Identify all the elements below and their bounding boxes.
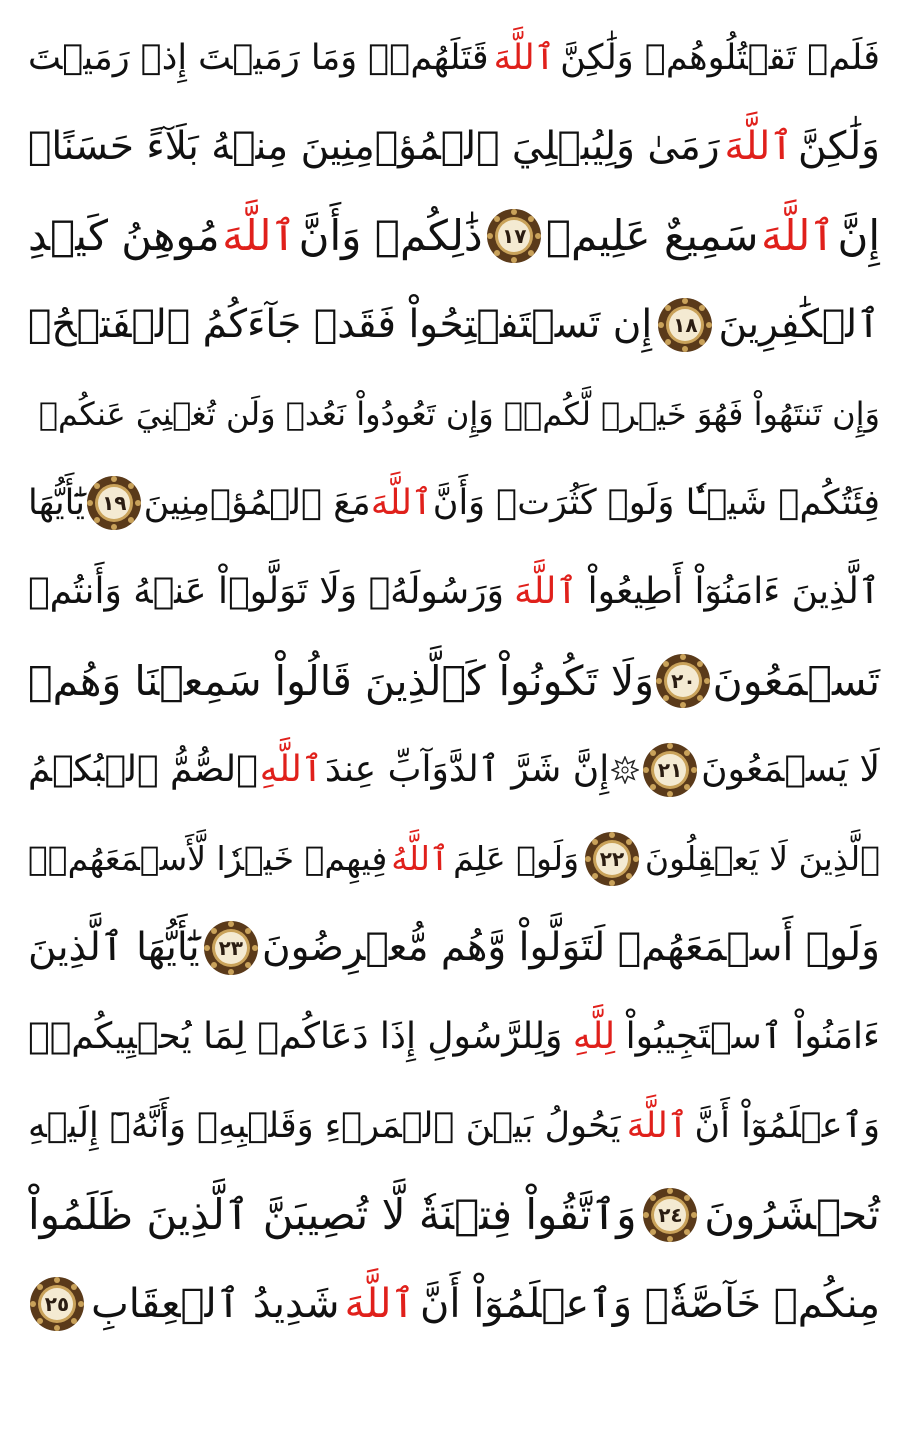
- verse-text: يَحُولُ بَيۡنَ ٱلۡمَرۡءِ وَقَلۡبِهِۦ وَأَنَّهُۥٓ إِلَيۡهِ: [28, 1106, 621, 1146]
- ayah-number-marker: [656, 296, 714, 354]
- sajdah-marker: [611, 756, 639, 784]
- verse-text: وَٱعۡلَمُوٓاْ أَنَّ: [694, 1106, 880, 1146]
- verse-text: فِيهِمۡ خَيۡرٗا لَّأَسۡمَعَهُمۡۖ: [28, 839, 388, 878]
- verse-line: [28, 107, 880, 187]
- divine-name: ٱللَّهَ: [514, 571, 578, 612]
- verse-text: وَلَوۡ عَلِمَ: [453, 839, 580, 878]
- verse-text: وَإِن تَنتَهُواْ فَهُوَ خَيۡرٞ لَّكُمۡۖ وَإِن تَعُودُواْ نَعُدۡ وَلَن تُغۡنِيَ عَنكُمۡ: [38, 395, 880, 433]
- verse-text: تَسۡمَعُونَ: [712, 657, 880, 705]
- verse-text: فَلَمۡ تَقۡتُلُوهُمۡ وَلَٰكِنَّ: [560, 38, 880, 78]
- verse-line: [28, 552, 880, 632]
- verse-text: مِنكُمۡ خَآصَّةٗۖ وَٱعۡلَمُوٓاْ أَنَّ: [420, 1281, 880, 1327]
- verse-text: فِئَتُكُمۡ شَيۡـٔٗا وَلَوۡ كَثُرَتۡ وَأَنَّ: [432, 483, 880, 523]
- divine-name: ٱللَّهَ: [370, 483, 433, 523]
- ayah-number: ٢٠: [671, 669, 696, 693]
- verse-line: [28, 18, 880, 98]
- verse-line: [28, 641, 880, 721]
- ayah-number-marker: [654, 652, 712, 710]
- verse-text: ٱلَّذِينَ لَا يَعۡقِلُونَ: [644, 839, 880, 878]
- ayah-number-marker: [583, 830, 641, 888]
- ayah-number-marker: [485, 207, 543, 265]
- ayah-number-marker: [641, 741, 699, 799]
- divine-name: ٱللَّهَ: [724, 124, 794, 169]
- divine-name: ٱللَّهَ: [344, 1281, 415, 1327]
- divine-name: ٱللَّهُ: [391, 839, 450, 878]
- divine-name: ٱللَّهَ: [761, 211, 835, 260]
- verse-text: ٱلۡكَٰفِرِينَ: [718, 302, 880, 347]
- verse-text: إِن تَسۡتَفۡتِحُواْ فَقَدۡ جَآءَكُمُ ٱلۡفَتۡحُۖ: [28, 302, 653, 347]
- verse-line: [28, 1175, 880, 1255]
- divine-name: ٱللَّهَ: [493, 38, 556, 78]
- divine-name: ٱللَّهِ: [259, 749, 323, 790]
- ayah-number: ٢٣: [218, 936, 244, 960]
- ayah-number-marker: [85, 474, 143, 532]
- divine-name: ٱللَّهَ: [626, 1106, 689, 1146]
- verse-text: يَٰٓأَيُّهَا: [28, 483, 85, 523]
- verse-line: [28, 1086, 880, 1166]
- verse-text: ٱلصُّمُّ ٱلۡبُكۡمُ: [28, 749, 258, 790]
- verse-text: مُوهِنُ كَيۡدِ: [28, 211, 220, 260]
- ayah-number-marker: [641, 1186, 699, 1244]
- verse-text: ٱلَّذِينَ ءَامَنُوٓاْ أَطِيعُواْ: [587, 571, 880, 612]
- verse-line: [28, 463, 880, 543]
- verse-text: وَرَسُولَهُۥ وَلَا تَوَلَّوۡاْ عَنۡهُ وَأَنتُمۡ: [28, 571, 504, 612]
- verse-text: ءَامَنُواْ ٱسۡتَجِيبُواْ: [625, 1016, 880, 1057]
- ayah-number: ٢٤: [658, 1203, 683, 1227]
- verse-line: [28, 908, 880, 988]
- divine-name: لِلَّهِ: [572, 1016, 616, 1057]
- verse-text: لَا يَسۡمَعُونَ: [701, 749, 880, 790]
- ayah-number: ٢٥: [44, 1292, 70, 1316]
- ayah-number: ٢١: [657, 758, 683, 782]
- verse-text: إِنَّ: [837, 211, 880, 260]
- verse-line: [28, 285, 880, 365]
- verse-text: شَدِيدُ ٱلۡعِقَابِ: [91, 1281, 340, 1327]
- verse-line: [28, 1264, 880, 1344]
- sajdah-star-icon: [611, 756, 639, 784]
- verse-text: مَعَ ٱلۡمُؤۡمِنِينَ: [143, 483, 371, 523]
- verse-text: يَٰٓأَيُّهَا ٱلَّذِينَ: [28, 925, 200, 970]
- ayah-number-marker: [202, 919, 260, 977]
- ayah-number: ١٧: [502, 224, 527, 248]
- verse-text: وَلَٰكِنَّ: [798, 124, 880, 169]
- verse-text: ذَٰلِكُمۡ وَأَنَّ: [298, 211, 483, 260]
- verse-text: سَمِيعٌ عَلِيمٞ: [545, 211, 759, 260]
- ayah-number: ١٨: [673, 313, 698, 337]
- verse-text: وَٱتَّقُواْ فِتۡنَةٗ لَّا تُصِيبَنَّ ٱلَّذِينَ ظَلَمُواْ: [28, 1190, 637, 1239]
- ayah-number: ٢٢: [599, 847, 625, 871]
- verse-text: قَتَلَهُمۡۚ وَمَا رَمَيۡتَ إِذۡ رَمَيۡتَ: [28, 38, 489, 78]
- verse-line: [28, 730, 880, 810]
- ayah-number: ١٩: [102, 491, 127, 515]
- verse-line: [28, 819, 880, 899]
- verse-text: وَلِلرَّسُولِ إِذَا دَعَاكُمۡ لِمَا يُحۡيِيكُمۡۖ: [28, 1016, 563, 1057]
- verse-text: إِنَّ شَرَّ ٱلدَّوَآبِّ عِندَ: [324, 749, 610, 790]
- divine-name: ٱللَّهَ: [222, 211, 297, 260]
- verse-text: وَلَا تَكُونُواْ كَٱلَّذِينَ قَالُواْ سَمِعۡنَا وَهُمۡ: [28, 657, 655, 705]
- verse-line: [28, 374, 880, 454]
- verse-line: [28, 997, 880, 1077]
- verse-line: [28, 196, 880, 276]
- verse-text: تُحۡشَرُونَ: [704, 1190, 880, 1239]
- verse-text: وَلَوۡ أَسۡمَعَهُمۡ لَتَوَلَّواْ وَّهُم مُّعۡرِضُونَ: [261, 925, 880, 970]
- ayah-number-marker: [28, 1275, 86, 1333]
- verse-text: رَمَىٰ وَلِيُبۡلِيَ ٱلۡمُؤۡمِنِينَ مِنۡهُ بَلَآءً حَسَنًاۚ: [28, 124, 720, 169]
